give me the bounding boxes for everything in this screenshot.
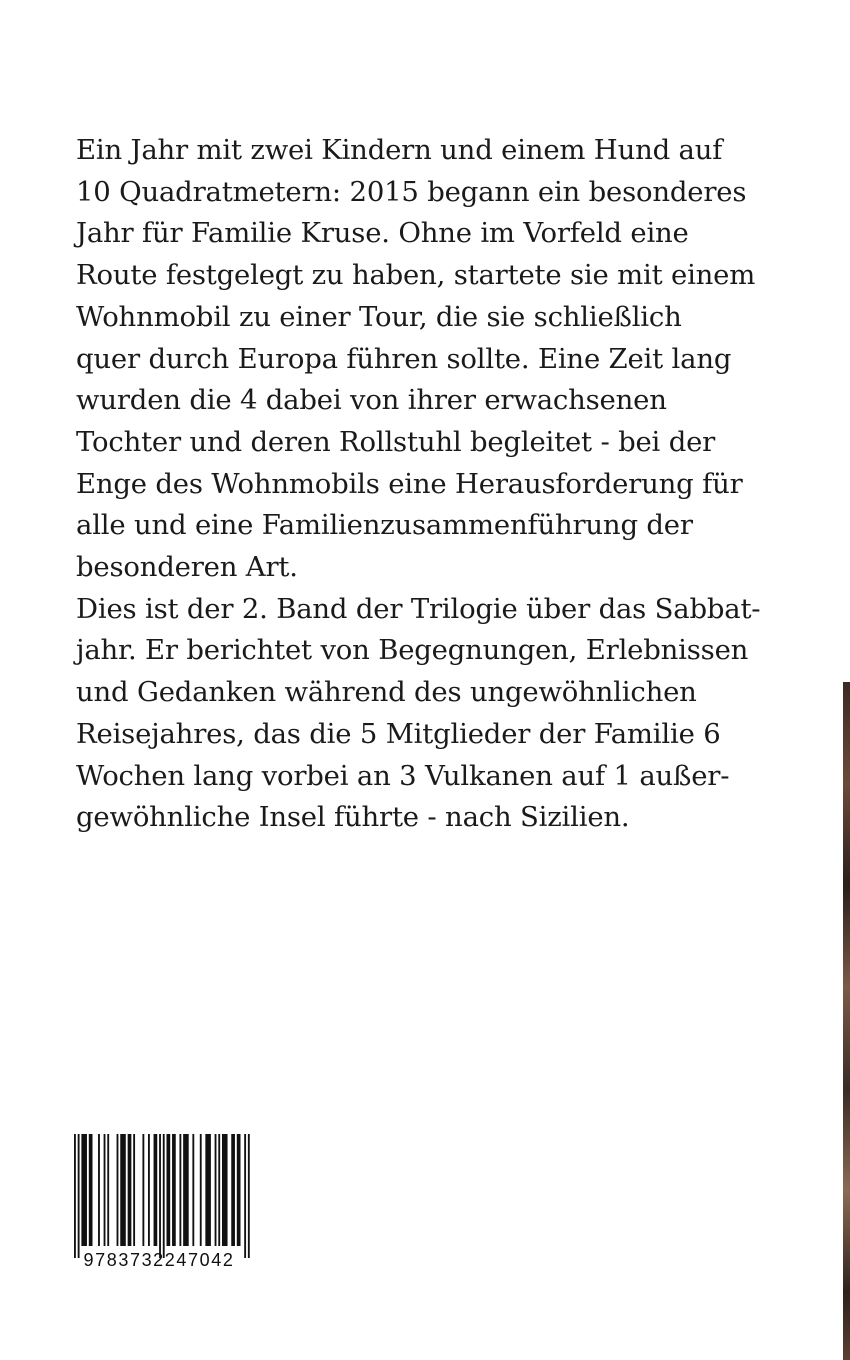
- barcode-bar: [133, 1134, 135, 1246]
- blurb-line: Jahr für Familie Kruse. Ohne im Vorfeld eine: [76, 217, 689, 250]
- blurb-line: wurden die 4 dabei von ihrer erwachsenen: [76, 384, 667, 417]
- barcode-bar: [222, 1134, 228, 1246]
- barcode-bar: [142, 1134, 144, 1246]
- barcode-bar: [159, 1134, 161, 1258]
- blurb-line: Enge des Wohnmobils eine Herausforderung für: [76, 467, 743, 500]
- barcode-bar: [205, 1134, 211, 1246]
- barcode-bar: [248, 1134, 250, 1258]
- barcode-bar: [154, 1134, 158, 1246]
- blurb-line: Wohnmobil zu einer Tour, die sie schließlich: [76, 300, 682, 333]
- barcode-bar: [231, 1134, 235, 1246]
- barcode-bar: [89, 1134, 93, 1246]
- barcode-bar: [98, 1134, 100, 1246]
- blurb-line: Ein Jahr mit zwei Kindern und einem Hund auf: [76, 134, 723, 166]
- blurb-line: jahr. Er berichtet von Begegnungen, Erlebnissen: [76, 634, 749, 667]
- blurb-line: und Gedanken während des ungewöhnlichen: [76, 676, 697, 709]
- barcode-bar: [78, 1134, 80, 1258]
- barcode-bar: [200, 1134, 202, 1246]
- barcode-bar: [148, 1134, 150, 1246]
- barcode-bar: [218, 1134, 220, 1246]
- barcode-bar: [215, 1134, 217, 1246]
- front-cover-edge: [843, 682, 850, 1360]
- barcode-bar: [120, 1134, 126, 1246]
- barcode-bars: [64, 1130, 254, 1258]
- barcode-bar: [128, 1134, 132, 1246]
- isbn-barcode: [64, 1130, 254, 1278]
- blurb-line: Dies ist der 2. Band der Trilogie über das Sabbat-: [76, 592, 761, 625]
- barcode-bar: [237, 1134, 241, 1246]
- isbn-digits: 9783732247042: [83, 1250, 235, 1270]
- barcode-bar: [167, 1134, 171, 1246]
- back-cover-blurb: [76, 130, 766, 839]
- blurb-line: Tochter und deren Rollstuhl begleitet - bei der: [76, 425, 716, 458]
- barcode-bar: [163, 1134, 165, 1258]
- blurb-line: Reisejahres, das die 5 Mitglieder der Familie 6: [76, 717, 721, 750]
- blurb-line: alle und eine Familienzusammenführung der: [76, 509, 693, 542]
- barcode-bar: [244, 1134, 246, 1258]
- blurb-line: Wochen lang vorbei an 3 Vulkanen auf 1 außer-: [76, 759, 730, 792]
- barcode-bar: [192, 1134, 194, 1246]
- barcode-bar: [183, 1134, 189, 1246]
- blurb-line: 10 Quadratmetern: 2015 begann ein besonderes: [76, 175, 747, 208]
- blurb-line: quer durch Europa führen sollte. Eine Zeit lang: [76, 342, 732, 375]
- blurb-line: gewöhnliche Insel führte - nach Sizilien.: [76, 801, 630, 834]
- blurb-line: Route festgelegt zu haben, startete sie mit einem: [76, 259, 756, 292]
- barcode-bar: [81, 1134, 87, 1246]
- barcode-bar: [107, 1134, 109, 1246]
- barcode-bar: [172, 1134, 176, 1246]
- barcode-bar: [104, 1134, 106, 1246]
- barcode-bar: [179, 1134, 181, 1246]
- barcode-bar: [74, 1134, 76, 1258]
- blurb-line: besonderen Art.: [76, 551, 298, 584]
- barcode-bar: [117, 1134, 119, 1246]
